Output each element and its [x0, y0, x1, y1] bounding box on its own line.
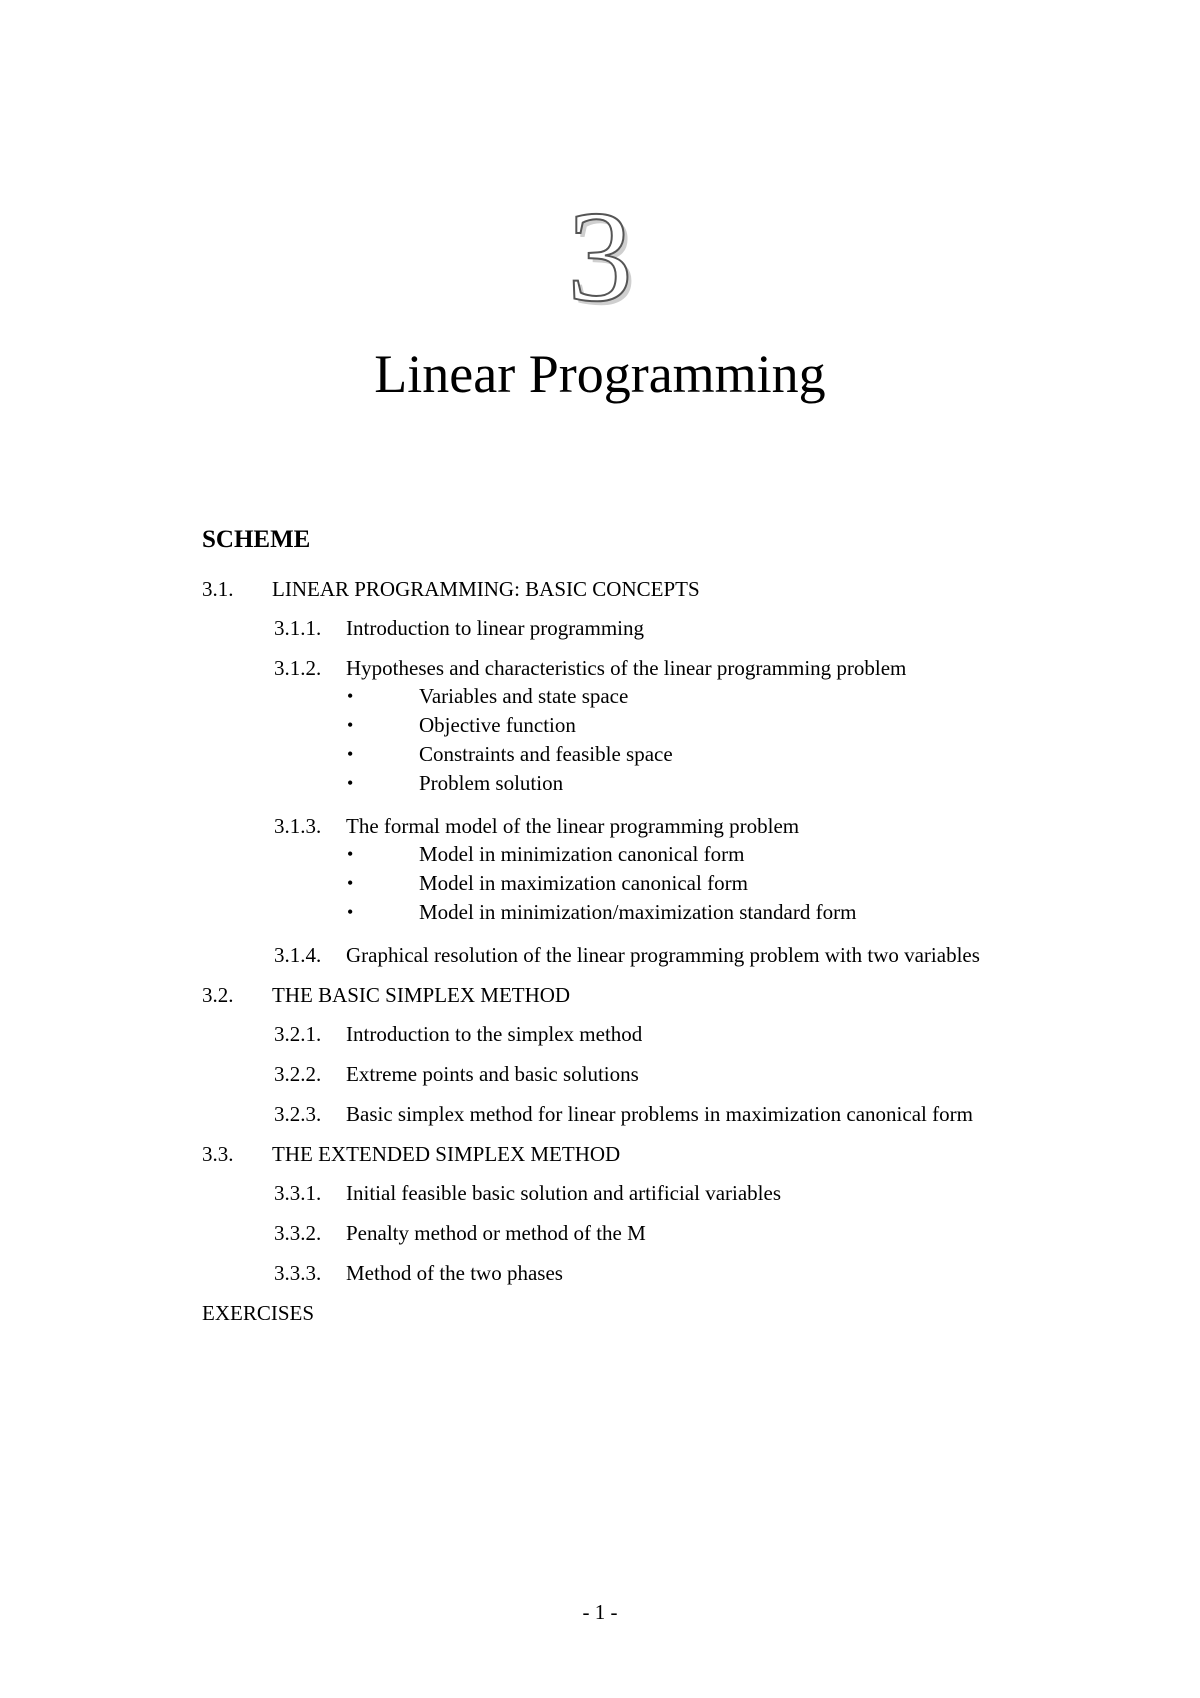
subsection-body — [346, 1220, 1062, 1246]
page-number: - 1 - — [582, 1600, 618, 1624]
subsection-body — [346, 655, 1062, 799]
subsection-body — [346, 1180, 1062, 1206]
toc-subsection — [274, 1101, 1062, 1127]
subsection-title: Introduction to linear programming — [346, 616, 645, 640]
scheme-heading: SCHEME — [202, 526, 311, 553]
subsection-body — [346, 615, 1062, 641]
toc-subsection — [274, 1061, 1062, 1087]
bullet-icon: • — [347, 715, 354, 735]
subsection-number: 3.3.2. — [274, 1221, 322, 1245]
bullet-item — [346, 899, 1062, 928]
subsection-number: 3.3.1. — [274, 1181, 322, 1205]
subsection-title: Penalty method or method of the M — [346, 1221, 646, 1245]
chapter-number: 3 — [567, 185, 633, 329]
bullet-icon: • — [347, 873, 354, 893]
bullet-icon: • — [347, 744, 354, 764]
bullet-item — [346, 683, 1062, 712]
toc-subsection — [274, 615, 1062, 641]
bullet-text: Problem solution — [419, 771, 564, 795]
subsection-title: Method of the two phases — [346, 1261, 563, 1285]
toc-subsection — [274, 813, 1062, 928]
toc-section-heading — [202, 982, 1062, 1008]
bullet-item — [346, 841, 1062, 870]
subsection-body — [346, 1101, 1062, 1127]
bullet-text: Objective function — [419, 713, 576, 737]
toc-subsection — [274, 655, 1062, 799]
subsection-number: 3.1.1. — [274, 616, 322, 640]
subsection-number: 3.2.3. — [274, 1102, 322, 1126]
subsection-title: Graphical resolution of the linear programming problem with two variables — [346, 943, 980, 967]
toc-section — [202, 982, 1062, 1127]
subsection-body — [346, 1260, 1062, 1286]
bullet-list — [346, 683, 1062, 799]
section-number: 3.2. — [202, 983, 234, 1007]
subsection-title: The formal model of the linear programming problem — [346, 814, 800, 838]
section-title: LINEAR PROGRAMMING: BASIC CONCEPTS — [272, 577, 700, 601]
bullet-text: Model in maximization canonical form — [419, 871, 748, 895]
bullet-icon: • — [347, 773, 354, 793]
toc-subsection — [274, 1260, 1062, 1286]
subsection-number: 3.3.3. — [274, 1261, 322, 1285]
subsection-title: Initial feasible basic solution and artificial variables — [346, 1181, 782, 1205]
section-number: 3.3. — [202, 1142, 234, 1166]
section-number: 3.1. — [202, 577, 234, 601]
subsection-title: Basic simplex method for linear problems in maximization canonical form — [346, 1102, 973, 1126]
subsection-title: Hypotheses and characteristics of the linear programming problem — [346, 656, 907, 680]
subsection-title: Extreme points and basic solutions — [346, 1062, 639, 1086]
subsection-body — [346, 942, 1062, 968]
bullet-item — [346, 741, 1062, 770]
subsection-number: 3.1.4. — [274, 943, 322, 967]
bullet-icon: • — [347, 686, 354, 706]
bullet-item — [346, 770, 1062, 799]
toc-section-heading — [202, 1141, 1062, 1167]
bullet-item — [346, 870, 1062, 899]
bullet-text: Variables and state space — [419, 684, 629, 708]
subsection-body — [346, 813, 1062, 928]
subsection-number: 3.2.2. — [274, 1062, 322, 1086]
bullet-text: Constraints and feasible space — [419, 742, 673, 766]
subsection-body — [346, 1061, 1062, 1087]
section-title: THE EXTENDED SIMPLEX METHOD — [272, 1142, 621, 1166]
toc-subsection — [274, 1021, 1062, 1047]
toc-subsection — [274, 1180, 1062, 1206]
toc-section — [202, 576, 1062, 968]
toc-subsection — [274, 1220, 1062, 1246]
toc-section — [202, 1141, 1062, 1286]
table-of-contents — [202, 576, 1062, 1326]
subsection-number: 3.1.2. — [274, 656, 322, 680]
bullet-icon: • — [347, 844, 354, 864]
subsection-body — [346, 1021, 1062, 1047]
toc-subsection — [274, 942, 1062, 968]
subsection-number: 3.2.1. — [274, 1022, 322, 1046]
subsection-title: Introduction to the simplex method — [346, 1022, 643, 1046]
exercises-label: EXERCISES — [202, 1301, 315, 1325]
bullet-list — [346, 841, 1062, 928]
section-title: THE BASIC SIMPLEX METHOD — [272, 983, 571, 1007]
subsection-number: 3.1.3. — [274, 814, 322, 838]
bullet-text: Model in minimization/maximization standard form — [419, 900, 857, 924]
toc-section-heading — [202, 576, 1062, 602]
bullet-item — [346, 712, 1062, 741]
bullet-icon: • — [347, 902, 354, 922]
bullet-text: Model in minimization canonical form — [419, 842, 745, 866]
chapter-title: Linear Programming — [374, 344, 826, 404]
